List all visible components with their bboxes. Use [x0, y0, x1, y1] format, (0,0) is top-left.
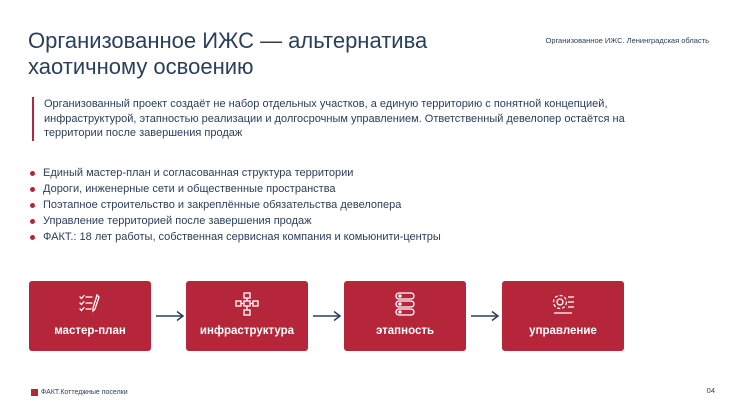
list-item	[30, 213, 441, 229]
title-line-1: Организованное ИЖС — альтернатива	[28, 28, 428, 53]
list-item	[30, 229, 441, 245]
plan-icon	[77, 291, 103, 317]
footer-logo	[31, 389, 128, 396]
bullet-dot-icon	[30, 187, 35, 192]
list-item-text: Единый мастер-план и согласованная структура территории	[43, 167, 354, 179]
step-label: этапность	[375, 325, 435, 337]
step-label: мастер-план	[54, 325, 126, 337]
arrow-right-icon	[470, 310, 500, 322]
bullet-dot-icon	[30, 171, 35, 176]
bullet-dot-icon	[30, 203, 35, 208]
list-item-text: Дороги, инженерные сети и общественные пространства	[43, 183, 336, 195]
list-item	[30, 165, 441, 181]
section-tag: Организованное ИЖС. Ленинградская область	[545, 36, 709, 45]
step-label: управление	[529, 325, 597, 337]
step-card-management	[502, 281, 624, 351]
list-item-text: Управление территорией после завершения продаж	[43, 215, 312, 227]
bullet-list	[30, 165, 441, 245]
page-number: 04	[706, 386, 715, 395]
lead-paragraph: Организованный проект создаёт не набор отдельных участков, а единую территорию с понятной концепцией, инфраструктурой, этапностью реализации и долгосрочным управлением. Ответственный девелопер остаётся на территории после завершения продаж	[32, 97, 644, 141]
bullet-dot-icon	[30, 235, 35, 240]
page-title	[28, 28, 498, 80]
arrow-right-icon	[312, 310, 342, 322]
step-card-infrastructure	[186, 281, 308, 351]
gear-icon	[550, 291, 576, 317]
step-card-stages	[344, 281, 466, 351]
list-item	[30, 197, 441, 213]
bullet-dot-icon	[30, 219, 35, 224]
list-item-text: ФАКТ.: 18 лет работы, собственная сервисная компания и комьюнити-центры	[43, 231, 441, 243]
title-line-2: хаотичному освоению	[28, 54, 254, 79]
network-icon	[234, 291, 260, 317]
list-item-text: Поэтапное строительство и закреплённые обязательства девелопера	[43, 199, 402, 211]
step-card-master-plan	[29, 281, 151, 351]
step-label: инфраструктура	[199, 325, 295, 337]
logo-text: ФАКТ.Коттеджные поселки	[41, 389, 128, 396]
stages-icon	[392, 291, 418, 317]
arrow-right-icon	[155, 310, 185, 322]
logo-mark-icon	[31, 389, 38, 396]
list-item	[30, 181, 441, 197]
